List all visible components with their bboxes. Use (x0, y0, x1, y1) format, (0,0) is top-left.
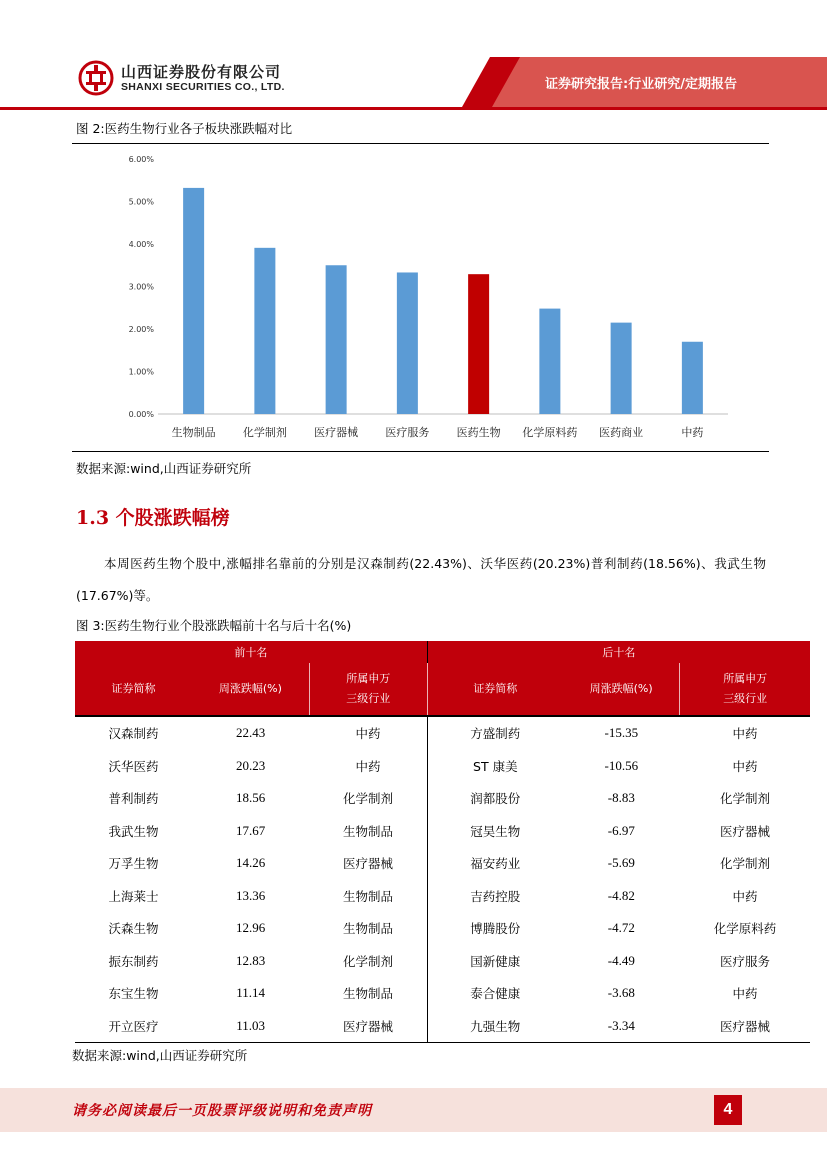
bottom-change-cell: -3.34 (563, 1010, 680, 1043)
figure2-top-rule (72, 143, 769, 144)
category-label: 生物制品 (171, 426, 216, 439)
stock-ranking-table (75, 641, 810, 1043)
subsector-bar-chart (78, 146, 768, 446)
bottom-name-cell: 泰合健康 (470, 986, 521, 1002)
company-name-en: SHANXI SECURITIES CO., LTD. (121, 81, 285, 93)
col-header-name: 证券简称 (75, 663, 192, 716)
figure2-caption: 图 2:医药生物行业各子板块涨跌幅对比 (76, 121, 293, 136)
bottom-change-cell: -15.35 (604, 725, 639, 741)
top-change-cell: 13.36 (235, 887, 266, 903)
bottom-industry-cell: 中药 (732, 758, 758, 774)
table-row (75, 880, 810, 913)
bottom-name-cell: ST 康美 (473, 758, 518, 774)
table-row (75, 750, 810, 783)
bottom-industry-cell: 化学原料药 (713, 921, 777, 937)
top-industry-cell: 中药 (309, 750, 427, 783)
y-tick-label: 0.00% (128, 410, 154, 419)
top-change-cell: 20.23 (235, 757, 266, 773)
top-industry-cell: 生物制品 (309, 815, 427, 848)
table-row (75, 977, 810, 1010)
category-label: 医药生物 (456, 426, 501, 439)
figure3-source: 数据来源:wind,山西证券研究所 (72, 1048, 248, 1063)
category-label: 医疗服务 (385, 426, 430, 439)
company-logo-icon (78, 60, 114, 96)
category-label: 化学制剂 (242, 426, 287, 439)
bottom-name-cell: 国新健康 (470, 953, 521, 969)
y-tick-label: 1.00% (128, 367, 154, 377)
figure3-caption: 图 3:医药生物行业个股涨跌幅前十名与后十名(%) (76, 618, 352, 633)
table-row (75, 847, 810, 880)
figure2-source: 数据来源:wind,山西证券研究所 (76, 461, 252, 476)
report-type: 证券研究报告:行业研究/定期报告 (545, 77, 737, 92)
bottom-name-cell: 博腾股份 (470, 921, 521, 937)
table-row (75, 815, 810, 848)
bottom-name-cell: 冠昊生物 (470, 823, 521, 839)
bottom-name-cell: 方盛制药 (470, 726, 521, 742)
bar-1 (183, 188, 204, 414)
bar-4 (397, 272, 418, 414)
col-header-change: 周涨跌幅(%) (192, 663, 309, 716)
bottom-change-cell: -4.82 (607, 887, 635, 903)
top-name-cell: 沃华医药 (108, 758, 159, 774)
bottom-name-cell: 吉药控股 (470, 888, 521, 904)
bar-3 (326, 265, 347, 414)
bottom-change-cell: -5.69 (607, 855, 635, 871)
bottom-change-cell: -4.49 (607, 952, 635, 968)
top-industry-cell: 中药 (309, 716, 427, 750)
bar-8 (682, 342, 703, 414)
top-name-cell: 万孚生物 (108, 856, 159, 872)
top-name-cell: 我武生物 (108, 823, 159, 839)
category-label: 中药 (681, 426, 704, 439)
bottom-industry-cell: 中药 (732, 986, 758, 1002)
y-tick-label: 6.00% (128, 155, 154, 164)
bottom-change-cell: -4.72 (607, 920, 635, 936)
company-name-cn: 山西证券股份有限公司 (121, 63, 282, 81)
bottom-name-cell: 福安药业 (470, 856, 521, 872)
bottom-industry-cell: 医疗器械 (719, 823, 770, 839)
top-change-cell: 11.14 (236, 985, 265, 1001)
bar-7 (611, 323, 632, 414)
section-title: 1.3 个股涨跌幅榜 (76, 507, 230, 529)
top-change-cell: 12.83 (235, 952, 266, 968)
bottom-industry-cell: 医疗器械 (680, 1010, 810, 1043)
top-name-cell: 振东制药 (108, 953, 159, 969)
bottom-industry-cell: 医疗服务 (719, 953, 770, 969)
col-header-change: 周涨跌幅(%) (563, 663, 680, 716)
top-name-cell: 沃森生物 (108, 921, 159, 937)
top-industry-cell: 医疗器械 (309, 1010, 427, 1043)
top-change-cell: 14.26 (235, 855, 266, 871)
top-name-cell: 开立医疗 (75, 1010, 192, 1043)
bottom-change-cell: -8.83 (607, 790, 635, 806)
bottom-industry-cell: 中药 (732, 726, 758, 742)
page-number: 4 (714, 1095, 742, 1125)
top-industry-cell: 医疗器械 (309, 847, 427, 880)
section-paragraph: 本周医药生物个股中,涨幅排名靠前的分别是汉森制药(22.43%)、沃华医药(20.23%)普利制药(18.56%)、我武生物(17.67%)等。 (76, 556, 766, 603)
bottom-industry-cell: 化学制剂 (719, 791, 770, 807)
bar-2 (254, 248, 275, 414)
top-name-cell: 上海莱士 (108, 888, 159, 904)
table-row (75, 716, 810, 750)
bottom-industry-cell: 中药 (732, 888, 758, 904)
top-change-cell: 12.96 (235, 920, 266, 936)
bottom-change-cell: -10.56 (604, 757, 639, 773)
col-header-industry: 所属申万 三级行业 (309, 663, 427, 716)
col-header-name: 证券简称 (427, 663, 563, 716)
header-band (0, 0, 827, 110)
top-industry-cell: 生物制品 (309, 977, 427, 1010)
category-label: 化学原料药 (522, 426, 578, 439)
figure2-bottom-rule (72, 451, 769, 452)
group-bottom10: 后十名 (427, 641, 810, 663)
table-row (75, 1010, 810, 1043)
top-name-cell: 东宝生物 (108, 986, 159, 1002)
bottom-name-cell: 润都股份 (470, 791, 521, 807)
table-row (75, 912, 810, 945)
bottom-name-cell: 九强生物 (427, 1010, 563, 1043)
y-tick-label: 5.00% (128, 197, 154, 207)
group-top10: 前十名 (75, 641, 427, 663)
bottom-industry-cell: 化学制剂 (719, 856, 770, 872)
top-industry-cell: 生物制品 (309, 880, 427, 913)
header-divider (0, 107, 827, 110)
top-change-cell: 17.67 (235, 822, 266, 838)
footer-disclaimer: 请务必阅读最后一页股票评级说明和免责声明 (72, 1103, 372, 1119)
table-row (75, 782, 810, 815)
table-row (75, 945, 810, 978)
top-industry-cell: 化学制剂 (309, 945, 427, 978)
y-tick-label: 4.00% (128, 240, 154, 249)
top-change-cell: 11.03 (192, 1010, 309, 1043)
category-label: 医药商业 (599, 426, 644, 439)
bar-5 (468, 274, 489, 414)
top-industry-cell: 化学制剂 (309, 782, 427, 815)
col-header-industry: 所属申万 三级行业 (680, 663, 810, 716)
top-name-cell: 汉森制药 (108, 726, 159, 742)
top-name-cell: 普利制药 (108, 791, 159, 807)
bottom-change-cell: -3.68 (607, 985, 635, 1001)
bottom-change-cell: -6.97 (607, 822, 635, 838)
category-label: 医疗器械 (314, 426, 359, 439)
y-tick-label: 3.00% (128, 282, 154, 292)
top-change-cell: 18.56 (235, 790, 266, 806)
y-tick-label: 2.00% (128, 325, 154, 334)
top-industry-cell: 生物制品 (309, 912, 427, 945)
bar-6 (539, 309, 560, 414)
top-change-cell: 22.43 (235, 725, 266, 741)
